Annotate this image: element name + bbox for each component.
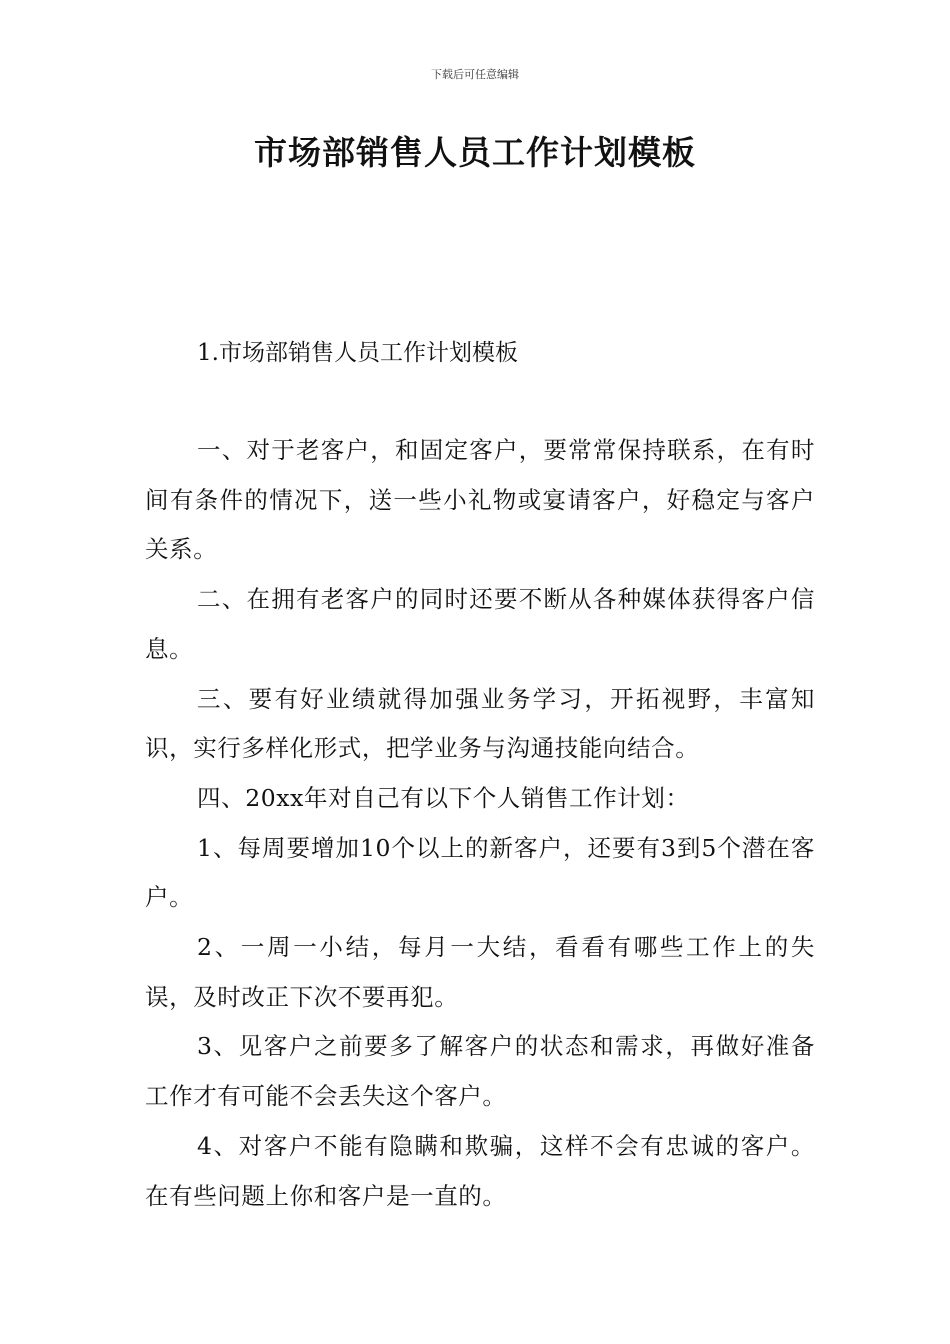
paragraph-7: 3、见客户之前要多了解客户的状态和需求，再做好准备工作才有可能不会丢失这个客户。 — [145, 1032, 815, 1111]
paragraph-1: 一、对于老客户，和固定客户，要常常保持联系，在有时间有条件的情况下，送一些小礼物或宴请客户，好稳定与客户关系。 — [145, 436, 815, 564]
paragraph-5: 1、每周要增加10个以上的新客户，还要有3到5个潜在客户。 — [145, 833, 815, 912]
paragraph-4: 四、20xx年对自己有以下个人销售工作计划： — [197, 783, 690, 812]
paragraph-2: 二、在拥有老客户的同时还要不断从各种媒体获得客户信息。 — [145, 585, 815, 663]
section-heading: 1.市场部销售人员工作计划模板 — [197, 340, 518, 366]
paragraph-3: 三、要有好业绩就得加强业务学习，开拓视野，丰富知识，实行多样化形式，把学业务与沟通技能向结合。 — [145, 684, 815, 763]
document-body — [145, 426, 815, 1221]
paragraph-8: 4、对客户不能有隐瞒和欺骗，这样不会有忠诚的客户。在有些问题上你和客户是一直的。 — [145, 1131, 815, 1210]
document-title: 市场部销售人员工作计划模板 — [254, 133, 696, 172]
header-note: 下载后可任意编辑 — [431, 68, 519, 81]
paragraph-6: 2、一周一小结，每月一大结，看看有哪些工作上的失误，及时改正下次不要再犯。 — [145, 933, 815, 1011]
